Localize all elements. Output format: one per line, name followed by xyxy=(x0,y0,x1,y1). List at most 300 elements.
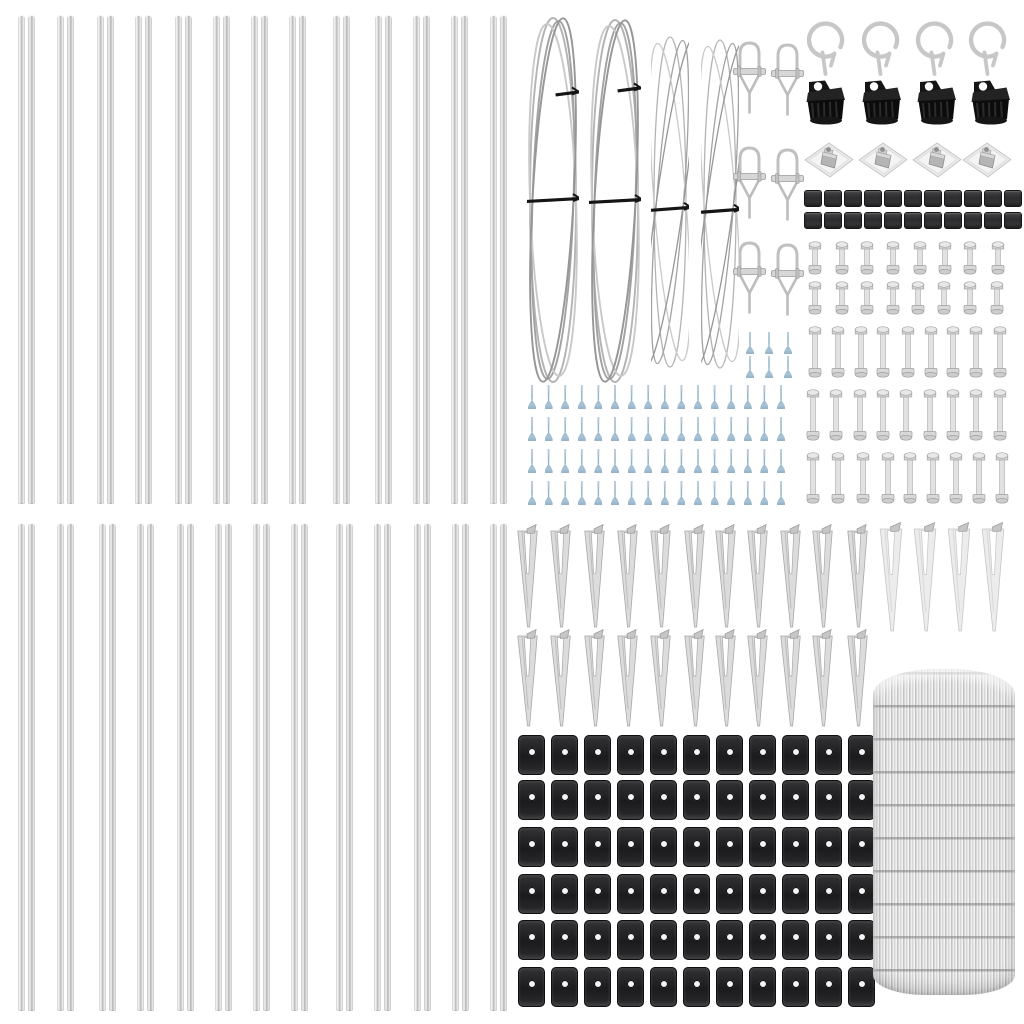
ground-spike-icon xyxy=(647,629,674,729)
ground-spike-icon xyxy=(547,524,574,630)
blue-screw xyxy=(677,481,685,505)
hex-bolt-icon xyxy=(949,452,963,504)
post-rod xyxy=(213,15,220,504)
post-rod xyxy=(384,523,391,1011)
post-cap xyxy=(860,79,902,125)
hex-bolt xyxy=(808,241,822,275)
fence-clip xyxy=(782,967,809,1007)
post-rod xyxy=(413,15,420,504)
pipe-clamp xyxy=(805,17,852,77)
blue-screw xyxy=(746,356,754,378)
hex-bolt xyxy=(990,281,1004,315)
hex-bolt xyxy=(901,326,915,378)
blue-screw xyxy=(677,449,685,473)
fence-post-pair xyxy=(213,15,230,504)
post-rod xyxy=(500,15,507,504)
ground-spike-icon xyxy=(681,524,708,630)
ground-spike-icon xyxy=(744,524,771,630)
post-rod xyxy=(500,523,507,1011)
anchor-plate-icon xyxy=(912,142,962,178)
post-rod xyxy=(147,523,154,1011)
fence-post-pair xyxy=(451,15,468,504)
post-rod xyxy=(28,15,35,504)
hex-bolt-icon xyxy=(876,389,890,441)
hex-bolt xyxy=(831,326,845,378)
post-rod xyxy=(18,523,25,1011)
fence-clip xyxy=(518,920,545,960)
blue-screw xyxy=(594,449,602,473)
ground-spike-icon xyxy=(712,629,739,729)
blue-screw xyxy=(677,417,685,441)
hex-bolt-icon xyxy=(886,281,900,315)
fence-post-pair xyxy=(57,523,74,1011)
blue-screw xyxy=(677,385,685,409)
fence-clip xyxy=(650,827,677,867)
blue-screw xyxy=(760,481,768,505)
cap-nut xyxy=(964,212,982,229)
hex-bolt xyxy=(886,241,900,275)
hex-bolt xyxy=(926,452,940,504)
blue-screw xyxy=(561,449,569,473)
ground-spike xyxy=(744,524,771,630)
hex-bolt-icon xyxy=(829,389,843,441)
blue-screw xyxy=(777,481,785,505)
blue-screw xyxy=(727,385,735,409)
blue-screw xyxy=(528,449,536,473)
fence-post-pair xyxy=(289,15,306,504)
blue-screw xyxy=(545,417,553,441)
blue-screw xyxy=(594,385,602,409)
post-rod xyxy=(137,523,144,1011)
hex-bolt xyxy=(924,326,938,378)
fence-clip xyxy=(551,827,578,867)
blue-screw xyxy=(777,385,785,409)
fence-post-pair xyxy=(452,523,469,1011)
fence-clip xyxy=(848,920,875,960)
fence-clip xyxy=(617,967,644,1007)
ground-spike-icon xyxy=(809,629,836,729)
blue-screw xyxy=(711,449,719,473)
ground-spike-light-icon xyxy=(876,522,906,634)
hex-bolt-icon xyxy=(831,326,845,378)
post-rod xyxy=(57,523,64,1011)
fence-post-pair xyxy=(57,15,74,504)
ground-spike-light xyxy=(944,522,974,634)
post-rod xyxy=(251,15,258,504)
post-rod xyxy=(343,15,350,504)
cap-nut xyxy=(884,212,902,229)
blue-screw xyxy=(784,356,792,378)
post-rod xyxy=(462,523,469,1011)
fence-clip xyxy=(749,874,776,914)
post-rod xyxy=(175,15,182,504)
ground-spike xyxy=(681,629,708,729)
pipe-clamp-icon xyxy=(914,17,961,77)
ground-spike-icon xyxy=(844,629,871,729)
blue-screw xyxy=(628,385,636,409)
post-rod xyxy=(28,523,35,1011)
hex-bolt xyxy=(876,389,890,441)
blue-screw xyxy=(628,481,636,505)
hex-bolt-icon xyxy=(808,241,822,275)
hex-bolt-icon xyxy=(938,241,952,275)
cap-nut xyxy=(844,212,862,229)
post-rod xyxy=(451,15,458,504)
ground-spike-icon xyxy=(547,629,574,729)
blue-screw xyxy=(578,385,586,409)
hex-bolt xyxy=(808,326,822,378)
post-rod xyxy=(374,523,381,1011)
fence-clip xyxy=(848,874,875,914)
hex-bolt xyxy=(881,452,895,504)
blue-screw xyxy=(765,356,773,378)
fence-clip xyxy=(518,874,545,914)
blue-screw xyxy=(644,385,652,409)
hex-bolt-icon xyxy=(806,389,820,441)
cap-nut xyxy=(864,212,882,229)
blue-screw xyxy=(578,481,586,505)
post-rod xyxy=(385,15,392,504)
cap-nut xyxy=(924,212,942,229)
fence-clip xyxy=(518,967,545,1007)
fence-clip xyxy=(683,874,710,914)
fence-clip xyxy=(749,827,776,867)
tension-pin-icon xyxy=(771,145,804,221)
tension-pin-icon xyxy=(733,143,766,219)
ground-spike xyxy=(809,629,836,729)
hex-bolt xyxy=(831,452,845,504)
fence-post-pair xyxy=(333,15,350,504)
fence-clip xyxy=(782,735,809,775)
hex-bolt-icon xyxy=(993,389,1007,441)
fence-clip xyxy=(518,827,545,867)
fence-post-pair xyxy=(253,523,270,1011)
hex-bolt xyxy=(993,326,1007,378)
blue-screw xyxy=(528,417,536,441)
post-cap-icon xyxy=(804,79,846,125)
tension-pin xyxy=(771,40,804,116)
cap-nut xyxy=(944,190,962,207)
hex-bolt xyxy=(972,452,986,504)
blue-screw xyxy=(611,481,619,505)
fence-clip xyxy=(782,827,809,867)
blue-screw xyxy=(545,385,553,409)
fence-post-pair xyxy=(374,523,391,1011)
ground-spike-icon xyxy=(777,524,804,630)
fence-post-pair xyxy=(413,15,430,504)
fence-clip xyxy=(782,874,809,914)
blue-screw xyxy=(528,385,536,409)
post-rod xyxy=(452,523,459,1011)
wire-coil-small-icon xyxy=(651,32,689,372)
blue-screw xyxy=(765,332,773,354)
hex-bolt-icon xyxy=(876,326,890,378)
post-rod xyxy=(135,15,142,504)
ground-spike-light-icon xyxy=(910,522,940,634)
anchor-plate xyxy=(962,142,1012,178)
blue-screw xyxy=(611,417,619,441)
hex-bolt-icon xyxy=(881,452,895,504)
blue-screw xyxy=(661,481,669,505)
fence-clip xyxy=(782,920,809,960)
blue-screw xyxy=(661,417,669,441)
blue-screw xyxy=(711,385,719,409)
post-rod xyxy=(424,523,431,1011)
tension-pin-icon xyxy=(733,38,766,114)
post-rod xyxy=(145,15,152,504)
hex-bolt-icon xyxy=(963,241,977,275)
fence-post-pair xyxy=(177,523,194,1011)
hex-bolt xyxy=(903,452,917,504)
cap-nut xyxy=(1004,190,1022,207)
ground-spike-icon xyxy=(844,524,871,630)
hex-bolt xyxy=(829,389,843,441)
hex-bolt-icon xyxy=(854,326,868,378)
hex-bolt-icon xyxy=(899,389,913,441)
post-rod xyxy=(299,15,306,504)
cap-nut xyxy=(924,190,942,207)
ground-spike xyxy=(744,629,771,729)
fence-clip xyxy=(716,874,743,914)
blue-screw xyxy=(727,449,735,473)
post-rod xyxy=(215,523,222,1011)
ground-spike-icon xyxy=(514,524,541,630)
ground-spike xyxy=(547,524,574,630)
hex-bolt xyxy=(969,326,983,378)
fence-clip xyxy=(848,735,875,775)
pipe-clamp-icon xyxy=(967,17,1014,77)
wire-coil-large xyxy=(527,13,579,387)
fence-clip xyxy=(716,920,743,960)
fence-clip xyxy=(683,735,710,775)
blue-screw xyxy=(594,417,602,441)
post-rod xyxy=(490,523,497,1011)
fence-clip xyxy=(617,780,644,820)
cap-nut xyxy=(804,212,822,229)
fence-clip xyxy=(815,967,842,1007)
ground-spike-light xyxy=(876,522,906,634)
ground-spike xyxy=(514,629,541,729)
fence-post-pair xyxy=(414,523,431,1011)
blue-screw xyxy=(744,449,752,473)
hex-bolt xyxy=(876,326,890,378)
hex-bolt-icon xyxy=(835,241,849,275)
blue-screw xyxy=(744,417,752,441)
hex-bolt xyxy=(860,241,874,275)
post-rod xyxy=(423,15,430,504)
fence-clip xyxy=(584,874,611,914)
ground-spike-icon xyxy=(777,629,804,729)
hex-bolt xyxy=(854,326,868,378)
fence-clip xyxy=(584,967,611,1007)
fence-clip xyxy=(650,735,677,775)
fence-post-pair xyxy=(18,15,35,504)
hex-bolt-icon xyxy=(993,326,1007,378)
ground-spike-light-icon xyxy=(978,522,1008,634)
blue-screw xyxy=(628,417,636,441)
cap-nut xyxy=(944,212,962,229)
anchor-plate xyxy=(858,142,908,178)
post-cap xyxy=(804,79,846,125)
post-rod xyxy=(97,15,104,504)
fence-clip xyxy=(551,874,578,914)
hex-bolt-icon xyxy=(969,389,983,441)
hex-bolt-icon xyxy=(835,281,849,315)
fence-clip xyxy=(551,735,578,775)
post-rod xyxy=(57,15,64,504)
hex-bolt-icon xyxy=(946,326,960,378)
hex-bolt-icon xyxy=(911,281,925,315)
cap-nut xyxy=(804,190,822,207)
blue-screw xyxy=(611,385,619,409)
ground-spike xyxy=(712,524,739,630)
blue-screw xyxy=(784,332,792,354)
fence-clip xyxy=(848,967,875,1007)
fence-clip xyxy=(683,920,710,960)
fence-clip xyxy=(584,827,611,867)
blue-screw xyxy=(744,481,752,505)
blue-screw xyxy=(711,417,719,441)
hex-bolt-icon xyxy=(860,281,874,315)
ground-spike xyxy=(809,524,836,630)
fence-post-pair xyxy=(135,15,152,504)
hex-bolt-icon xyxy=(937,281,951,315)
ground-spike xyxy=(547,629,574,729)
blue-screw xyxy=(777,449,785,473)
post-rod xyxy=(185,15,192,504)
ground-spike-icon xyxy=(581,629,608,729)
ground-spike xyxy=(614,629,641,729)
post-rod xyxy=(177,523,184,1011)
anchor-plate xyxy=(804,142,854,178)
tension-pin xyxy=(771,240,804,316)
blue-screw xyxy=(644,449,652,473)
pipe-clamp xyxy=(967,17,1014,77)
post-rod xyxy=(291,523,298,1011)
hex-bolt xyxy=(835,281,849,315)
wire-coil-small xyxy=(651,32,689,372)
ground-spike xyxy=(581,524,608,630)
ground-spike-light xyxy=(910,522,940,634)
hex-bolt-icon xyxy=(886,241,900,275)
fence-clip xyxy=(551,780,578,820)
ground-spike-icon xyxy=(581,524,608,630)
blue-screw xyxy=(746,332,754,354)
wire-coil-large-icon xyxy=(527,13,579,387)
hex-bolt xyxy=(946,326,960,378)
hex-bolt xyxy=(899,389,913,441)
cap-nut xyxy=(984,212,1002,229)
blue-screw xyxy=(727,481,735,505)
hex-bolt xyxy=(969,389,983,441)
hex-bolt-icon xyxy=(901,326,915,378)
fence-post-pair xyxy=(215,523,232,1011)
hex-bolt xyxy=(806,389,820,441)
fence-post-pair xyxy=(97,15,114,504)
fence-clip xyxy=(716,827,743,867)
fence-clip xyxy=(518,735,545,775)
ground-spike-icon xyxy=(712,524,739,630)
fence-clip xyxy=(650,780,677,820)
fence-clip xyxy=(683,967,710,1007)
fence-post-pair xyxy=(175,15,192,504)
pipe-clamp xyxy=(860,17,907,77)
ground-spike-icon xyxy=(614,629,641,729)
fence-clip xyxy=(815,920,842,960)
fence-post-pair xyxy=(137,523,154,1011)
cap-nut xyxy=(1004,212,1022,229)
fence-clip xyxy=(551,967,578,1007)
fence-post-pair xyxy=(336,523,353,1011)
hex-bolt xyxy=(946,389,960,441)
fence-clip xyxy=(617,874,644,914)
fence-clip xyxy=(815,780,842,820)
post-rod xyxy=(261,15,268,504)
hex-bolt-icon xyxy=(806,452,820,504)
tension-pin xyxy=(771,145,804,221)
pipe-clamp-icon xyxy=(860,17,907,77)
hex-bolt-icon xyxy=(923,389,937,441)
fence-post-pair xyxy=(251,15,268,504)
ground-spike-icon xyxy=(681,629,708,729)
ground-spike xyxy=(777,629,804,729)
fence-clip xyxy=(848,780,875,820)
blue-screw xyxy=(628,449,636,473)
fence-clip xyxy=(584,780,611,820)
hex-bolt-icon xyxy=(963,281,977,315)
ground-spike xyxy=(514,524,541,630)
fence-post-pair xyxy=(291,523,308,1011)
cap-nut xyxy=(884,190,902,207)
hex-bolt xyxy=(949,452,963,504)
post-rod xyxy=(107,15,114,504)
hex-bolt xyxy=(911,281,925,315)
fence-clip xyxy=(551,920,578,960)
fence-clip xyxy=(584,735,611,775)
hex-bolt xyxy=(806,452,820,504)
fence-clip xyxy=(716,735,743,775)
ground-spike-icon xyxy=(744,629,771,729)
hex-bolt xyxy=(993,389,1007,441)
post-rod xyxy=(301,523,308,1011)
cap-nut xyxy=(864,190,882,207)
hex-bolt-icon xyxy=(913,241,927,275)
blue-screw xyxy=(545,449,553,473)
fence-clip xyxy=(683,827,710,867)
tension-pin xyxy=(733,38,766,114)
hex-bolt-icon xyxy=(972,452,986,504)
hex-bolt xyxy=(963,281,977,315)
hex-bolt xyxy=(963,241,977,275)
blue-screw xyxy=(760,449,768,473)
tension-pin-icon xyxy=(771,40,804,116)
hex-bolt-icon xyxy=(969,326,983,378)
blue-screw xyxy=(561,417,569,441)
post-cap-icon xyxy=(915,79,957,125)
post-rod xyxy=(67,523,74,1011)
hex-bolt-icon xyxy=(831,452,845,504)
fence-clip xyxy=(617,920,644,960)
post-rod xyxy=(289,15,296,504)
fence-clip xyxy=(815,874,842,914)
fence-clip xyxy=(782,780,809,820)
ground-spike-light xyxy=(978,522,1008,634)
ground-spike-icon xyxy=(809,524,836,630)
hex-bolt-icon xyxy=(995,452,1009,504)
hex-bolt-icon xyxy=(853,389,867,441)
anchor-plate-icon xyxy=(804,142,854,178)
post-rod xyxy=(109,523,116,1011)
